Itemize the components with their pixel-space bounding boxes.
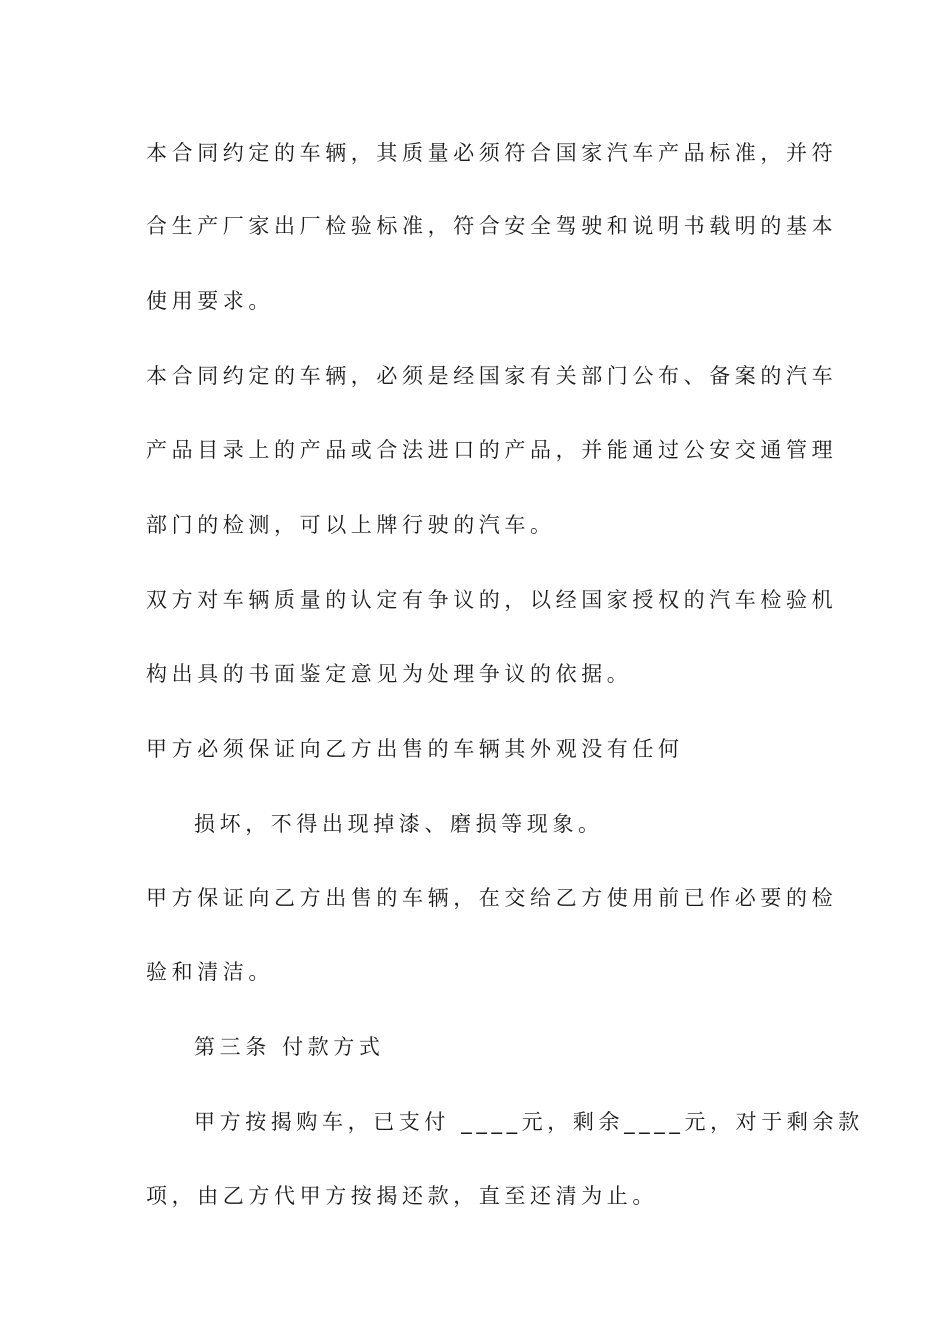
paragraph-line: 本合同约定的车辆，必须是经国家有关部门公布、备案的汽车 bbox=[146, 364, 838, 388]
paragraph-line: 验和清洁。 bbox=[146, 960, 274, 984]
section-heading: 第三条 付款方式 bbox=[194, 1035, 385, 1059]
paragraph-line: 构出具的书面鉴定意见为处理争议的依据。 bbox=[146, 662, 633, 686]
paragraph-line: 产品目录上的产品或合法进口的产品，并能通过公安交通管理 bbox=[146, 438, 838, 462]
paragraph-line: 甲方必须保证向乙方出售的车辆其外观没有任何 bbox=[146, 737, 684, 761]
paragraph-line: 合生产厂家出厂检验标准，符合安全驾驶和说明书载明的基本 bbox=[146, 214, 838, 238]
paragraph-line: 本合同约定的车辆，其质量必须符合国家汽车产品标准，并符 bbox=[146, 141, 838, 165]
paragraph-line: 使用要求。 bbox=[146, 289, 274, 313]
paragraph-line: 项，由乙方代甲方按揭还款，直至还清为止。 bbox=[146, 1184, 658, 1208]
paragraph-line: 甲方保证向乙方出售的车辆，在交给乙方使用前已作必要的检 bbox=[146, 886, 838, 910]
paragraph-line-indented: 损坏，不得出现掉漆、磨损等现象。 bbox=[194, 812, 604, 836]
paragraph-line-indented: 甲方按揭购车，已支付 ____元，剩余____元，对于剩余款 bbox=[194, 1110, 864, 1134]
paragraph-line: 双方对车辆质量的认定有争议的，以经国家授权的汽车检验机 bbox=[146, 588, 838, 612]
paragraph-line: 部门的检测，可以上牌行驶的汽车。 bbox=[146, 513, 556, 537]
